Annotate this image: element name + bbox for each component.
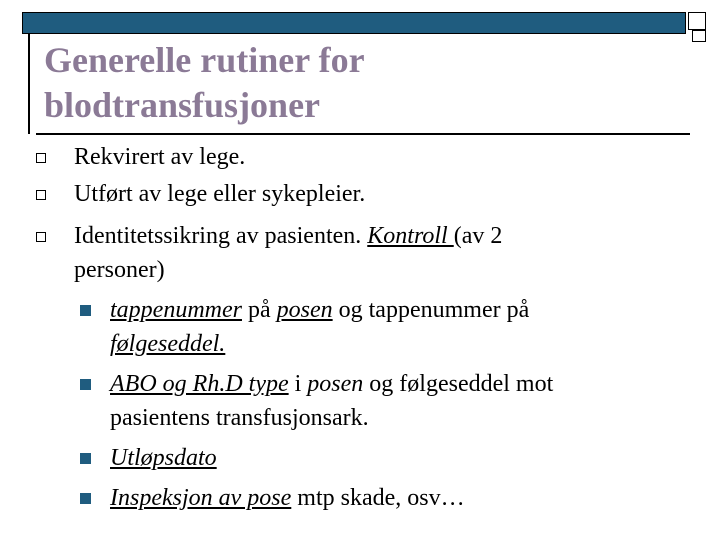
sub-2-posen: posen bbox=[307, 371, 364, 397]
corner-decoration bbox=[688, 12, 710, 40]
sub-4-inspeksjon: Inspeksjon av pose bbox=[110, 485, 292, 511]
sub-4-rest: mtp skade, osv… bbox=[291, 485, 465, 511]
title-line-2: blodtransfusjoner bbox=[44, 85, 321, 125]
title-line-1: Generelle rutiner for bbox=[44, 40, 365, 80]
sub-item-4 bbox=[110, 483, 465, 513]
title-left-rule bbox=[28, 34, 30, 134]
corner-square-large bbox=[688, 12, 706, 30]
header-accent-bar bbox=[22, 12, 686, 34]
sub-2-abo: ABO og Rh.D type bbox=[110, 371, 289, 397]
sub-2-i: i bbox=[288, 371, 308, 397]
bullet-item-3-cont: personer) bbox=[74, 257, 165, 283]
kontroll-link-text: Kontroll bbox=[367, 223, 454, 249]
sub-1-pa: på bbox=[241, 297, 277, 323]
sub-1-rest: og tappenummer på bbox=[332, 297, 530, 323]
sub-2-rest: og følgeseddel mot bbox=[363, 371, 554, 397]
filled-square-subbullet-icon bbox=[80, 453, 91, 464]
filled-square-subbullet-icon bbox=[80, 379, 91, 390]
sub-item-1-cont: følgeseddel. bbox=[110, 331, 226, 357]
bullet-item-1: Rekvirert av lege. bbox=[74, 144, 246, 170]
sub-item-2-cont: pasientens transfusjonsark. bbox=[110, 405, 369, 431]
filled-square-subbullet-icon bbox=[80, 493, 91, 504]
sub-item-1 bbox=[110, 295, 529, 325]
slide-title bbox=[44, 38, 664, 128]
sub-1-posen: posen bbox=[276, 297, 333, 323]
bullet-3-text-c: (av 2 bbox=[453, 223, 503, 249]
hollow-square-bullet-icon bbox=[36, 153, 46, 163]
sub-1-tappenummer: tappenummer bbox=[110, 297, 242, 323]
bullet-item-3 bbox=[74, 221, 502, 251]
sub-item-2 bbox=[110, 369, 553, 399]
hollow-square-bullet-icon bbox=[36, 232, 46, 242]
filled-square-subbullet-icon bbox=[80, 305, 91, 316]
corner-square-small bbox=[692, 30, 706, 42]
bullet-3-text-a: Identitetssikring av pasienten. bbox=[74, 223, 368, 249]
title-underline-rule bbox=[36, 133, 690, 135]
hollow-square-bullet-icon bbox=[36, 190, 46, 200]
bullet-item-2: Utført av lege eller sykepleier. bbox=[74, 181, 366, 207]
sub-item-3: Utløpsdato bbox=[110, 445, 217, 471]
